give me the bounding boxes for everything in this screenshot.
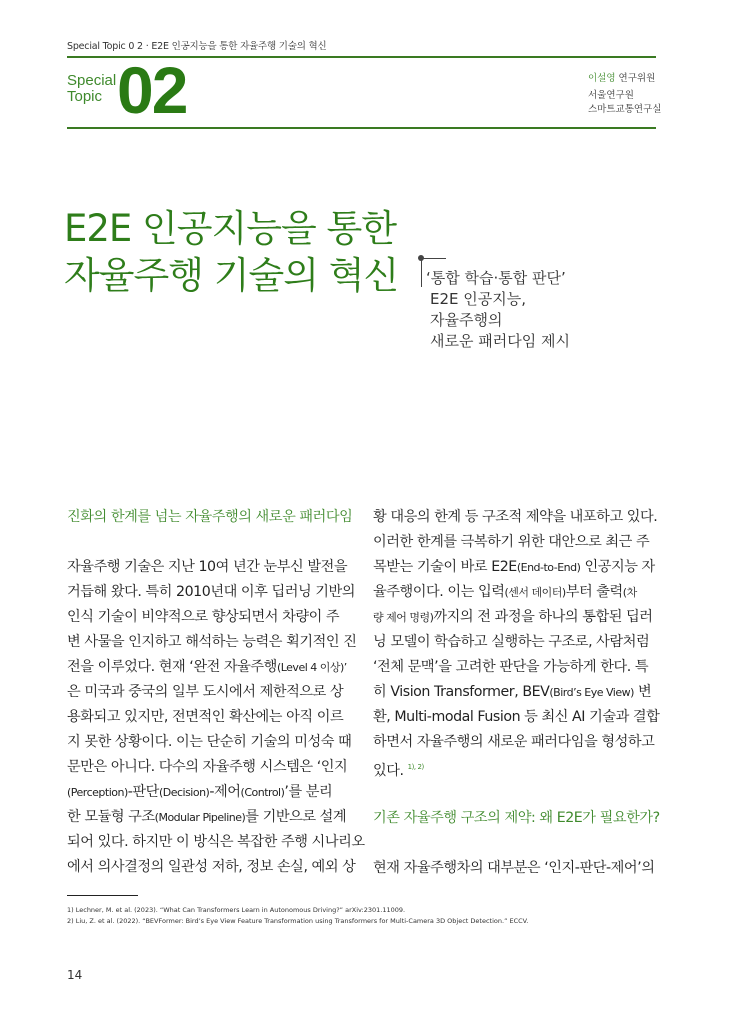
footnotes [67,905,528,927]
body-line: 문만은 아니다. 다수의 자율주행 시스템은 ‘인지 [67,759,348,775]
body-line: 율주행이다. 이는 입력(센서 데이터)부터 출력(차 [373,584,637,600]
right-column [373,505,663,881]
title-line1: E2E 인공지능을 통한 [64,207,397,250]
body-line: (Perception)-판단(Decision)-제어(Control)’를 분리 [67,784,333,800]
affiliation-dept: 스마트교통연구실 [588,104,662,115]
author-name: 이설영 [588,73,616,84]
special-label-line1: Special [67,72,117,89]
body-line: 황 대응의 한계 등 구조적 제약을 내포하고 있다. [373,509,658,525]
body-line: 한 모듈형 구조(Modular Pipeline)를 기반으로 설계 [67,809,347,825]
title-line2: 자율주행 기술의 혁신 [64,254,399,297]
subtitle-line2: E2E 인공지능, [430,290,526,308]
topic-number: 02 [117,53,187,127]
body-line: 자율주행 기술은 지난 10여 년간 눈부신 발전을 [67,559,348,575]
body-line: 하면서 자율주행의 새로운 패러다임을 형성하고 [373,734,655,750]
body-line: 목받는 기술이 바로 E2E(End-to-End) 인공지능 자 [373,559,655,575]
body-line: ‘전체 문맥’을 고려한 판단을 가능하게 한다. 특 [373,659,649,675]
running-head: Special Topic 0 2 · E2E 인공지능을 통한 자율주행 기술의 혁신 [67,41,327,52]
section-heading-1: 진화의 한계를 넘는 자율주행의 새로운 패러다임 [67,509,353,525]
body-line: 있다. $^{1), 2)}$ [373,763,424,779]
body-line: 인식 기술이 비약적으로 향상되면서 차량이 주 [67,609,340,625]
author-block [588,72,661,117]
subtitle-line3: 자율주행의 [430,311,503,329]
body-line: 에서 의사결정의 일관성 저하, 정보 손실, 예외 상 [67,859,356,875]
body-line: 거듭해 왔다. 특히 2010년대 이후 딥러닝 기반의 [67,584,356,600]
body-line: 용화되고 있지만, 전면적인 확산에는 아직 이르 [67,709,344,725]
footnote-2: 2) Liu, Z. et al. (2022). “BEVFormer: Bird’s Eye View Feature Transformation using Transformers for Multi-Camera 3D Object Detection.” ECCV. [67,917,529,925]
body-line: 은 미국과 중국의 일부 도시에서 제한적으로 상 [67,684,344,700]
body-line: 되어 있다. 하지만 이 방식은 복잡한 주행 시나리오 [67,834,365,850]
article-title [64,205,398,299]
affiliation-org: 서울연구원 [588,90,634,101]
page-number: 14 [67,968,83,982]
special-topic-label [67,73,116,105]
footnote-divider [67,895,138,896]
left-column [67,505,365,880]
body-line: 닝 모델이 학습하고 실행하는 구조로, 사람처럼 [373,634,650,650]
body-line: 현재 자율주행차의 대부분은 ‘인지-판단-제어’의 [373,860,655,876]
body-line: 량 제어 명령)까지의 전 과정을 하나의 통합된 딥러 [373,609,653,625]
article-subtitle [426,268,570,352]
body-line: 전을 이루었다. 현재 ‘완전 자율주행(Level 4 이상)’ [67,659,347,675]
subtitle-line4: 새로운 패러다임 제시 [430,332,570,350]
body-line: 이러한 한계를 극복하기 위한 대안으로 최근 주 [373,534,650,550]
header-bottom-rule [67,127,656,129]
special-label-line2: Topic [67,88,103,105]
body-line: 지 못한 상황이다. 이는 단순히 기술의 미성숙 때 [67,734,352,750]
body-line: 환, Multi-modal Fusion 등 최신 AI 기술과 결합 [373,709,660,725]
section-heading-2: 기존 자율주행 구조의 제약: 왜 E2E가 필요한가? [373,810,660,826]
subtitle-bracket-dot [418,255,424,261]
body-line: 변 사물을 인지하고 해석하는 능력은 획기적인 진 [67,634,357,650]
footnote-ref[interactable]: 1), 2) [407,763,424,771]
footnote-1: 1) Lechner, M. et al. (2023). “What Can Transformers Learn in Autonomous Driving?” arXiv:2301.11009. [67,906,406,914]
author-title: 연구위원 [615,73,656,84]
subtitle-line1: ‘통합 학습·통합 판단’ [426,269,566,287]
body-line: 히 Vision Transformer, BEV(Bird’s Eye View) 변 [373,684,652,700]
